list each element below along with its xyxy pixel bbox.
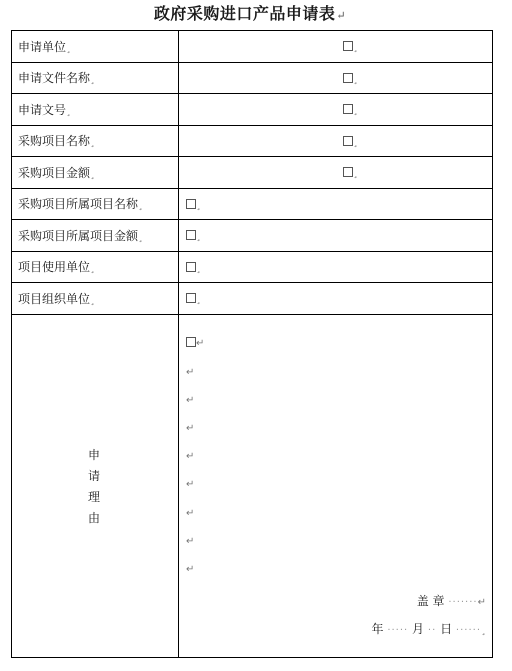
checkbox-icon[interactable] <box>343 136 353 146</box>
row-label-cell <box>12 188 179 220</box>
cell-mark: ¸ <box>90 263 96 275</box>
reason-char: 申 <box>87 447 100 462</box>
paragraph-mark: ↵ <box>336 9 347 22</box>
empty-paragraph: ↵ <box>186 394 195 406</box>
value-placeholder <box>179 39 492 53</box>
value-placeholder <box>179 291 492 305</box>
cell-mark: ¸ <box>353 105 358 117</box>
row-label: 采购项目名称 <box>18 134 91 149</box>
paragraph-mark: ↵ <box>196 337 205 349</box>
checkbox-icon[interactable] <box>186 199 196 209</box>
row-value-cell[interactable] <box>179 62 493 94</box>
form-row <box>12 125 493 157</box>
row-value-cell[interactable] <box>179 125 493 157</box>
cell-mark: ¸ <box>353 136 358 148</box>
row-label: 采购项目所属项目名称 <box>18 197 139 212</box>
checkbox-icon[interactable] <box>186 293 196 303</box>
form-row <box>12 283 493 315</box>
date-year: 年 <box>371 621 384 636</box>
form-title-text: 政府采购进口产品申请表 <box>153 4 336 23</box>
reason-char: 由 <box>87 510 100 525</box>
reason-char: 理 <box>87 489 100 504</box>
cell-mark: ¸ <box>66 42 72 54</box>
reason-char: 请 <box>87 468 100 483</box>
row-label: 项目组织单位 <box>18 291 91 306</box>
row-label-cell <box>12 94 179 126</box>
row-label-cell <box>12 220 179 252</box>
reason-first-line <box>186 337 204 350</box>
cell-mark: ¸ <box>196 231 201 243</box>
row-value-cell[interactable] <box>179 94 493 126</box>
value-placeholder <box>179 134 492 148</box>
form-rows <box>12 31 493 315</box>
seal-line <box>417 592 486 609</box>
cell-mark: ¸ <box>353 42 358 54</box>
checkbox-icon[interactable] <box>343 167 353 177</box>
empty-paragraph: ↵ <box>186 535 195 547</box>
cell-mark: ¸ <box>66 105 72 117</box>
value-placeholder <box>179 102 492 116</box>
dotted-fill: ····· <box>387 624 409 636</box>
form-title <box>0 4 500 26</box>
cell-mark: ¸ <box>196 294 201 306</box>
row-value-cell[interactable] <box>179 31 493 63</box>
value-placeholder <box>179 260 492 274</box>
application-form-table <box>11 30 493 658</box>
seal-label: 盖 章 <box>416 593 445 608</box>
reason-label-cell <box>12 314 179 657</box>
form-row <box>12 251 493 283</box>
empty-paragraph: ↵ <box>186 478 195 490</box>
cell-mark: ¸ <box>481 624 486 636</box>
checkbox-icon[interactable] <box>186 337 196 347</box>
value-placeholder <box>179 228 492 242</box>
form-row <box>12 62 493 94</box>
empty-paragraph: ↵ <box>186 366 195 378</box>
checkbox-icon[interactable] <box>343 73 353 83</box>
checkbox-icon[interactable] <box>343 104 353 114</box>
dotted-fill: ·· <box>427 624 437 636</box>
form-row <box>12 94 493 126</box>
paragraph-mark: ↵ <box>477 596 486 608</box>
row-value-cell[interactable] <box>179 283 493 315</box>
cell-mark: ¸ <box>353 73 358 85</box>
empty-paragraph: ↵ <box>186 422 195 434</box>
cell-mark: ¸ <box>90 168 96 180</box>
row-label: 申请文号 <box>18 102 67 117</box>
reason-text-area[interactable] <box>179 314 493 657</box>
row-label-cell <box>12 62 179 94</box>
form-row <box>12 31 493 63</box>
empty-paragraph: ↵ <box>186 450 195 462</box>
cell-mark: ¸ <box>196 262 201 274</box>
checkbox-icon[interactable] <box>186 230 196 240</box>
row-value-cell[interactable] <box>179 251 493 283</box>
form-row <box>12 220 493 252</box>
cell-mark: ¸ <box>353 168 358 180</box>
row-label-cell <box>12 157 179 189</box>
row-label: 采购项目所属项目金额 <box>18 228 139 243</box>
row-label-cell <box>12 31 179 63</box>
cell-mark: ¸ <box>90 294 96 306</box>
value-placeholder <box>179 165 492 179</box>
checkbox-icon[interactable] <box>186 262 196 272</box>
dotted-fill: ······ <box>455 624 481 636</box>
row-label-cell <box>12 283 179 315</box>
value-placeholder <box>179 71 492 85</box>
reason-label <box>87 445 101 529</box>
cell-mark: ¸ <box>90 74 96 86</box>
row-label-cell <box>12 125 179 157</box>
empty-paragraph: ↵ <box>186 507 195 519</box>
form-row <box>12 157 493 189</box>
date-month: 月 <box>412 621 425 636</box>
empty-paragraph: ↵ <box>186 563 195 575</box>
form-row <box>12 188 493 220</box>
row-value-cell[interactable] <box>179 220 493 252</box>
cell-mark: ¸ <box>196 199 201 211</box>
cell-mark: ¸ <box>138 231 144 243</box>
row-label: 项目使用单位 <box>18 260 91 275</box>
cell-mark: ¸ <box>138 200 144 212</box>
row-label: 采购项目金额 <box>18 165 91 180</box>
value-placeholder <box>179 197 492 211</box>
row-label: 申请文件名称 <box>18 71 91 86</box>
row-label-cell <box>12 251 179 283</box>
date-day: 日 <box>440 621 453 636</box>
reason-row <box>12 314 493 657</box>
row-label: 申请单位 <box>18 39 67 54</box>
row-value-cell[interactable] <box>179 157 493 189</box>
dotted-fill: ······· <box>448 596 478 608</box>
checkbox-icon[interactable] <box>343 41 353 51</box>
date-line <box>371 620 486 637</box>
cell-mark: ¸ <box>90 137 96 149</box>
row-value-cell[interactable] <box>179 188 493 220</box>
